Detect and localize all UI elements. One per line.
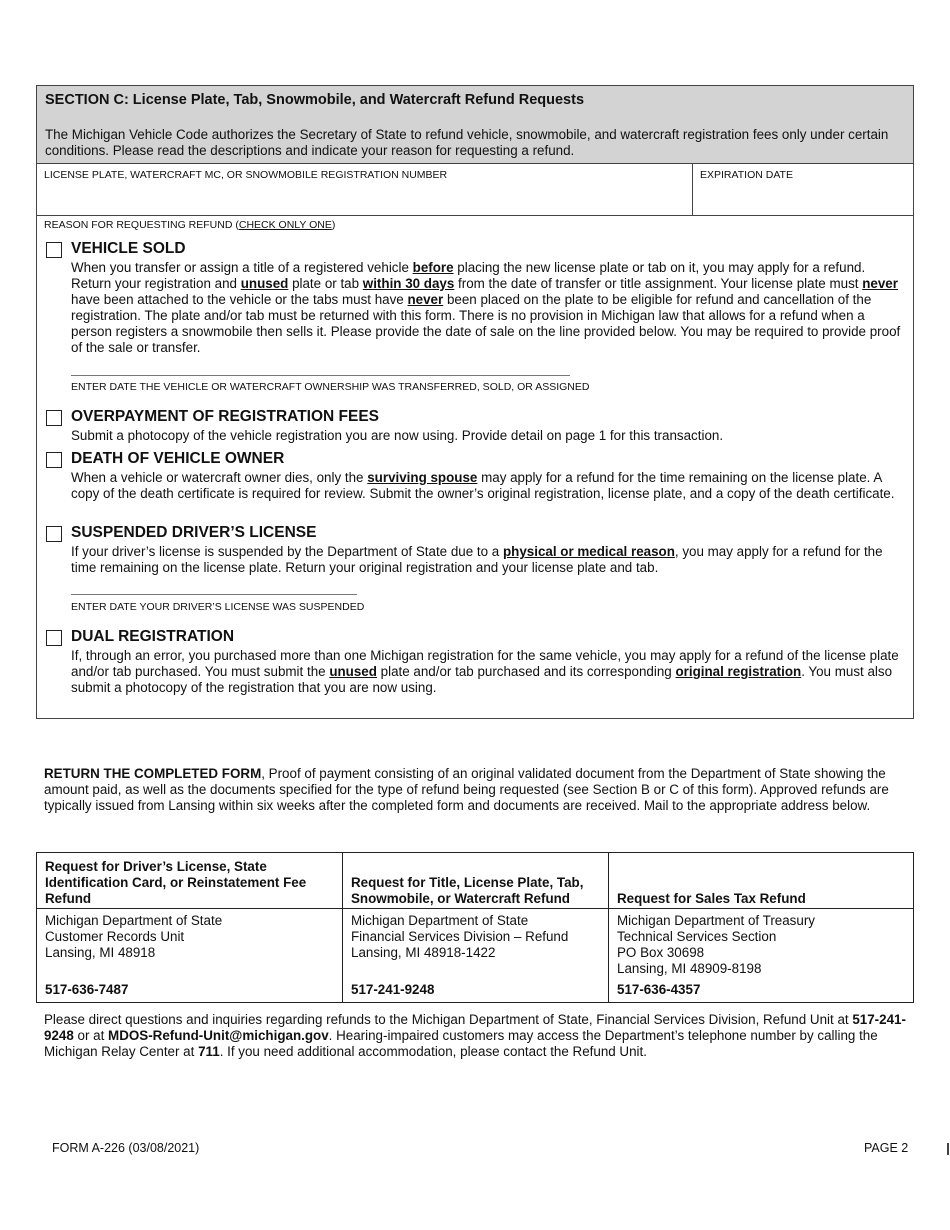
- address-sales-tax: [609, 909, 913, 1002]
- text-run: from the date of transfer or title assignment. Your license plate must: [454, 276, 863, 291]
- suspended-license-description: [71, 544, 907, 576]
- address-header-drivers-license: Request for Driver’s License, State Identification Card, or Reinstatement Fee Refund: [37, 853, 343, 908]
- suspension-date-caption: ENTER DATE YOUR DRIVER’S LICENSE WAS SUSPENDED: [71, 601, 365, 613]
- dual-registration-checkbox[interactable]: [46, 630, 62, 646]
- emphasis-run: before: [412, 260, 454, 275]
- vehicle-sold-checkbox[interactable]: [46, 242, 62, 258]
- address-line: PO Box 30698: [617, 945, 705, 960]
- text-run: been placed on the plate to be eligible for refund and cancellation of the registration. The plate and/or tab must be returned with this form. There is no provision in Michigan law that allows for a refund when a person registers a snowmobile then sells it. Please provide the date of sale on the line provided below. You may be required to provide proof of the sale or transfer.: [71, 292, 901, 355]
- text-run: may apply for a refund for the time remaining on the license plate. A copy of the death certificate is required for review. Submit the owner’s original registration, license plate, and a copy of the death certificate.: [71, 470, 895, 501]
- return-text: , Proof of payment consisting of an original validated document from the Department of State showing the amount paid, as well as the documents specified for the type of refund being requested (see Section B or C of this form). Approved refunds are typically issued from Lansing within six weeks after the completed form and documents are received. Mail to the appropriate address below.: [44, 766, 889, 813]
- text-run: plate and/or tab purchased and its corresponding: [376, 664, 676, 679]
- sale-date-line[interactable]: [71, 375, 570, 376]
- text-run: . If you need additional accommodation, please contact the Refund Unit.: [219, 1044, 647, 1059]
- address-header-sales-tax: Request for Sales Tax Refund: [617, 891, 806, 906]
- relay-number: 711: [198, 1044, 220, 1059]
- section-c-header: [37, 86, 913, 164]
- expiration-date-field[interactable]: [693, 164, 913, 215]
- address-line: Customer Records Unit: [45, 929, 185, 944]
- emphasis-run: within 30 days: [362, 276, 455, 291]
- sale-date-caption: ENTER DATE THE VEHICLE OR WATERCRAFT OWNERSHIP WAS TRANSFERRED, SOLD, OR ASSIGNED: [71, 381, 590, 393]
- address-line: Lansing, MI 48909-8198: [617, 961, 762, 976]
- text-run: If, through an error, you purchased more than one Michigan registration for the same vehicle, you may apply for a refund of the license plate and/or tab purchased. You must submit the: [71, 648, 899, 679]
- emphasis-run: unused: [329, 664, 377, 679]
- return-bold: RETURN THE COMPLETED FORM: [44, 766, 262, 781]
- address-line: Lansing, MI 48918: [45, 945, 156, 960]
- address-title-plate: [343, 909, 609, 1002]
- emphasis-run: physical or medical reason: [502, 544, 675, 559]
- registration-fields: [37, 164, 913, 216]
- plate-number-label: LICENSE PLATE, WATERCRAFT MC, OR SNOWMOBILE REGISTRATION NUMBER: [44, 169, 448, 181]
- address-line: Technical Services Section: [617, 929, 777, 944]
- text-run: When you transfer or assign a title of a registered vehicle: [71, 260, 413, 275]
- text-run: have been attached to the vehicle or the tabs must have: [71, 292, 408, 307]
- text-run: placing the new license plate or tab on it, you may apply for a refund. Return your registration and: [71, 260, 866, 291]
- suspension-date-line[interactable]: [71, 594, 357, 595]
- emphasis-run: never: [407, 292, 444, 307]
- suspended-license-title: SUSPENDED DRIVER’S LICENSE: [71, 524, 317, 541]
- emphasis-run: never: [862, 276, 898, 291]
- emphasis-run: surviving spouse: [367, 470, 478, 485]
- phone-number: 517-636-7487: [45, 982, 129, 997]
- death-of-owner-title: DEATH OF VEHICLE OWNER: [71, 450, 285, 467]
- text-run: . Hearing-impaired customers may access the Department’s telephone number by calling the Michigan Relay Center at: [44, 1028, 878, 1059]
- text-run: When a vehicle or watercraft owner dies, only the: [71, 470, 368, 485]
- section-c: [36, 85, 914, 719]
- overpayment-title: OVERPAYMENT OF REGISTRATION FEES: [71, 408, 380, 425]
- page-number: PAGE 2: [864, 1141, 909, 1155]
- vehicle-sold-description: [71, 260, 907, 356]
- address-body-row: [37, 909, 913, 1002]
- section-c-intro: The Michigan Vehicle Code authorizes the Secretary of State to refund vehicle, snowmobile, and watercraft registration fees only under certain conditions. Please read the descriptions and indicate your reason for requesting a refund.: [45, 127, 889, 158]
- text-run: . You must also submit a photocopy of the registration that you are now using.: [71, 664, 893, 695]
- inquiry-paragraph: [44, 1012, 910, 1060]
- address-line: Michigan Department of State: [351, 913, 529, 928]
- expiration-date-label: EXPIRATION DATE: [700, 169, 793, 181]
- dual-registration-title: DUAL REGISTRATION: [71, 628, 235, 645]
- death-of-owner-checkbox[interactable]: [46, 452, 62, 468]
- return-instructions: [44, 766, 910, 814]
- reason-suffix: ): [331, 219, 336, 231]
- suspended-license-checkbox[interactable]: [46, 526, 62, 542]
- dual-registration-description: [71, 648, 907, 696]
- address-line: Michigan Department of State: [45, 913, 223, 928]
- text-run: , you may apply for a refund for the time remaining on the license plate. Return your original registration and your license plate and tab.: [71, 544, 883, 575]
- address-header-row: [37, 853, 913, 909]
- text-run: Please direct questions and inquiries regarding refunds to the Michigan Department of State, Financial Services Division, Refund Unit at: [44, 1012, 853, 1027]
- reason-label: [44, 219, 335, 231]
- address-line: Michigan Department of Treasury: [617, 913, 815, 928]
- phone-number: 517-636-4357: [617, 982, 701, 997]
- section-c-title: SECTION C: License Plate, Tab, Snowmobile, and Watercraft Refund Requests: [45, 92, 585, 108]
- reason-prefix: REASON FOR REQUESTING REFUND (: [44, 219, 239, 231]
- phone-number: 517-241-9248: [351, 982, 435, 997]
- emphasis-run: unused: [240, 276, 289, 291]
- address-header-title-plate: Request for Title, License Plate, Tab, Snowmobile, or Watercraft Refund: [343, 853, 609, 908]
- address-line: Financial Services Division – Refund: [351, 929, 569, 944]
- text-run: If your driver’s license is suspended by the Department of State due to a: [71, 544, 503, 559]
- overpayment-description: Submit a photocopy of the vehicle registration you are now using. Provide detail on page 1 for this transaction.: [71, 428, 724, 443]
- refund-unit-phone: 517-241-9248: [44, 1012, 906, 1043]
- address-line: Lansing, MI 48918-1422: [351, 945, 496, 960]
- text-run: or at: [73, 1028, 109, 1043]
- text-run: plate or tab: [288, 276, 363, 291]
- overpayment-checkbox[interactable]: [46, 410, 62, 426]
- mailing-address-table: [36, 852, 914, 1003]
- page-edge-mark: [947, 1143, 949, 1155]
- plate-number-field[interactable]: [37, 164, 693, 215]
- reason-check-only-one: CHECK ONLY ONE: [238, 219, 332, 231]
- refund-unit-email: MDOS-Refund-Unit@michigan.gov: [108, 1028, 329, 1043]
- death-of-owner-description: [71, 470, 907, 502]
- vehicle-sold-title: VEHICLE SOLD: [71, 240, 186, 257]
- emphasis-run: original registration: [675, 664, 802, 679]
- address-drivers-license: [37, 909, 343, 1002]
- form-id: FORM A-226 (03/08/2021): [52, 1141, 200, 1155]
